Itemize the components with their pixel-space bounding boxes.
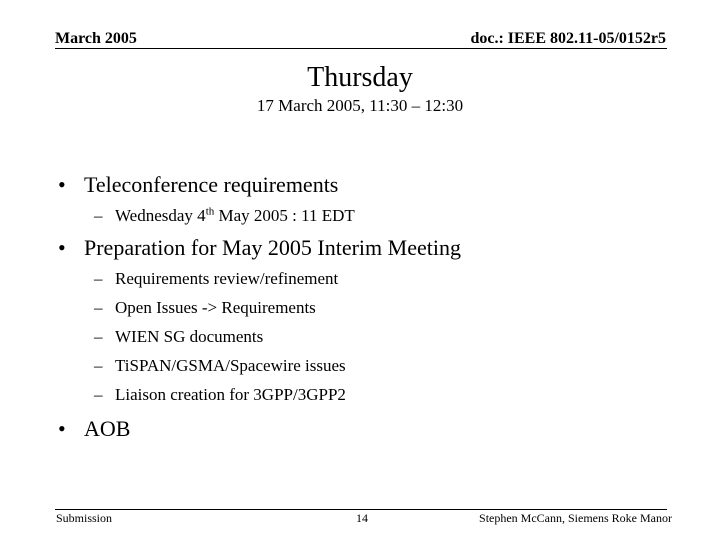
bullet-teleconference <box>58 172 338 198</box>
bullet-aob <box>58 416 130 442</box>
sub-bullet-requirements-review <box>94 269 338 289</box>
sub-bullet-open-issues <box>94 298 316 318</box>
sub-bullet-text-post: May 2005 : 11 EDT <box>214 206 355 225</box>
bullet-text: AOB <box>84 416 131 441</box>
footer-divider <box>55 509 667 510</box>
sub-bullet-text-pre: Wednesday 4 <box>115 206 206 225</box>
dash-marker: – <box>94 356 103 375</box>
slide-subtitle: 17 March 2005, 11:30 – 12:30 <box>256 96 464 115</box>
sub-bullet-wednesday <box>94 206 355 226</box>
bullet-text: Teleconference requirements <box>84 172 339 197</box>
sub-bullet-text: WIEN SG documents <box>115 327 264 346</box>
slide-title: Thursday <box>307 62 413 93</box>
footer-page-number: 14 <box>356 511 368 525</box>
dash-marker: – <box>94 298 103 317</box>
footer-submission: Submission <box>56 511 113 525</box>
sub-bullet-tispan <box>94 356 346 376</box>
dash-marker: – <box>94 327 103 346</box>
sub-bullet-liaison <box>94 385 346 405</box>
bullet-marker: • <box>58 416 66 441</box>
dash-marker: – <box>94 206 103 225</box>
sub-bullet-text: Requirements review/refinement <box>115 269 339 288</box>
sub-bullet-text: Liaison creation for 3GPP/3GPP2 <box>115 385 346 404</box>
header-divider <box>55 48 667 49</box>
dash-marker: – <box>94 269 103 288</box>
bullet-marker: • <box>58 172 66 197</box>
sub-bullet-text: Open Issues -> Requirements <box>115 298 316 317</box>
bullet-marker: • <box>58 235 66 260</box>
ordinal-superscript: th <box>205 205 215 218</box>
header-doc-id: doc.: IEEE 802.11-05/0152r5 <box>470 30 666 47</box>
sub-bullet-wien-sg <box>94 327 263 347</box>
bullet-preparation <box>58 235 461 261</box>
bullet-text: Preparation for May 2005 Interim Meeting <box>84 235 461 260</box>
dash-marker: – <box>94 385 103 404</box>
footer-author: Stephen McCann, Siemens Roke Manor <box>479 511 672 525</box>
sub-bullet-text: TiSPAN/GSMA/Spacewire issues <box>115 356 346 375</box>
header-date: March 2005 <box>55 30 137 47</box>
